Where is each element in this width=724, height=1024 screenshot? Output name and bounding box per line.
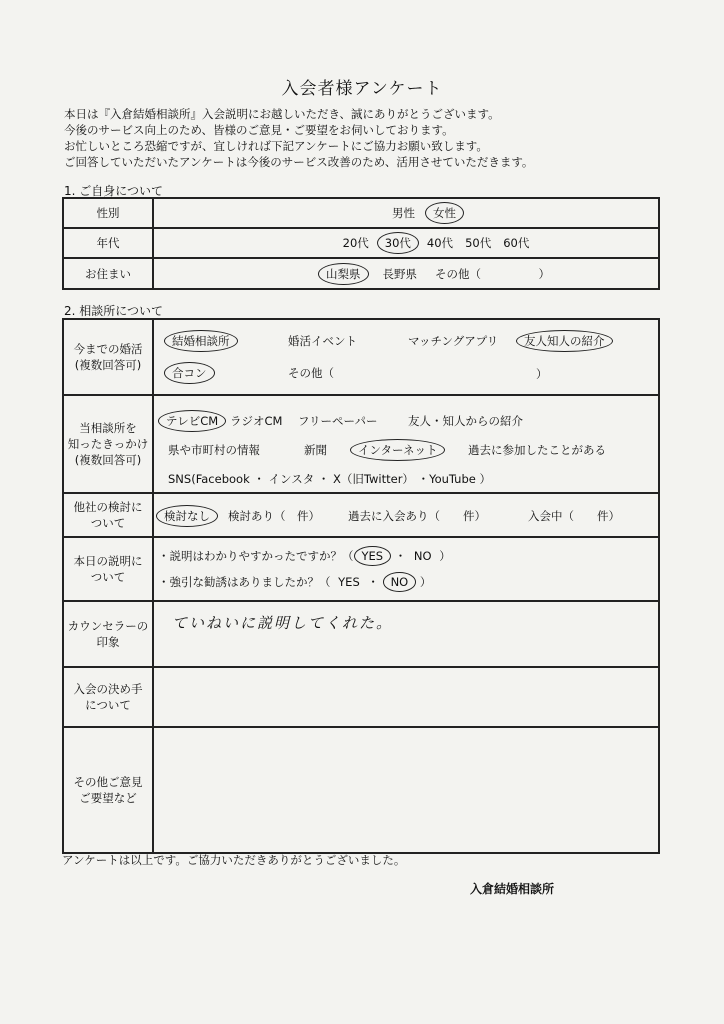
question-clarity bbox=[158, 546, 451, 566]
trigger-tvcm-option[interactable]: テレビCM bbox=[158, 410, 226, 432]
clarity-yes-option[interactable]: YES bbox=[354, 546, 392, 566]
residence-other-option[interactable]: その他（ ） bbox=[435, 266, 550, 281]
age-20s-option[interactable]: 20代 bbox=[342, 236, 369, 250]
today-label-line: ついて bbox=[90, 570, 126, 584]
trigger-sns-option[interactable]: SNS(Facebook ・ インスタ ・ X（旧Twitter） ・YouTube ） bbox=[168, 472, 491, 486]
today-label bbox=[63, 537, 153, 601]
profile-table bbox=[62, 197, 660, 290]
age-label: 年代 bbox=[63, 228, 153, 258]
remarks-label-line: その他ご意見 bbox=[73, 775, 143, 789]
past-activity-label bbox=[63, 319, 153, 395]
remarks-label-line: ご要望など bbox=[79, 791, 137, 805]
trigger-newspaper-option[interactable]: 新聞 bbox=[304, 443, 327, 457]
separator: ・ bbox=[367, 575, 379, 589]
residence-label: お住まい bbox=[63, 258, 153, 289]
remarks-label bbox=[63, 727, 153, 853]
past-other-option[interactable]: その他（ bbox=[288, 366, 334, 380]
intro-line: ご回答していただいたアンケートは今後のサービス改善のため、活用させていただきます。 bbox=[64, 155, 534, 169]
past-event-option[interactable]: 婚活イベント bbox=[288, 334, 357, 348]
pressure-yes-option[interactable]: YES bbox=[338, 575, 360, 589]
trigger-municipal-option[interactable]: 県や市町村の情報 bbox=[168, 443, 260, 457]
age-50s-option[interactable]: 50代 bbox=[465, 236, 492, 250]
paren-close: ） bbox=[439, 549, 451, 563]
trigger-freepaper-option[interactable]: フリーペーパー bbox=[298, 414, 378, 428]
today-label-line: 本日の説明に bbox=[73, 554, 143, 568]
other-agency-label-line: ついて bbox=[90, 516, 126, 530]
age-40s-option[interactable]: 40代 bbox=[426, 236, 454, 250]
past-agency-option[interactable]: 結婚相談所 bbox=[164, 330, 238, 352]
question-pressure-text: ・強引な勧誘はありましたか？（ bbox=[158, 575, 331, 589]
trigger-label-line: 当相談所を bbox=[79, 421, 137, 435]
other-past-member-option[interactable]: 過去に入会あり（ 件） bbox=[348, 509, 486, 523]
counselor-label-line: カウンセラーの bbox=[67, 619, 149, 633]
other-agency-label-line: 他社の検討に bbox=[73, 500, 143, 514]
decision-label-line: 入会の決め手 bbox=[73, 682, 143, 696]
intro-text bbox=[64, 106, 684, 170]
section2-heading: 2. 相談所について bbox=[64, 304, 164, 318]
closing-message: アンケートは以上です。ご協力いただきありがとうございました。 bbox=[62, 853, 406, 867]
remarks-answer-field[interactable] bbox=[153, 727, 659, 853]
trigger-friend-option[interactable]: 友人・知人からの紹介 bbox=[408, 414, 523, 428]
trigger-internet-option[interactable]: インターネット bbox=[350, 439, 445, 461]
counselor-label bbox=[63, 601, 153, 667]
decision-label bbox=[63, 667, 153, 727]
other-considered-option[interactable]: 検討あり（ 件） bbox=[228, 509, 320, 523]
clarity-no-option[interactable]: NO bbox=[413, 549, 432, 563]
age-60s-option[interactable]: 60代 bbox=[503, 236, 530, 250]
past-label-note: (複数回答可) bbox=[74, 358, 142, 372]
trigger-label bbox=[63, 395, 153, 493]
intro-line: 本日は『入倉結婚相談所』入会説明にお越しいただき、誠にありがとうございます。 bbox=[64, 107, 500, 121]
question-pressure bbox=[158, 572, 431, 592]
trigger-radio-option[interactable]: ラジオCM bbox=[230, 414, 283, 428]
gender-male-option[interactable]: 男性 bbox=[392, 206, 415, 220]
past-app-option[interactable]: マッチングアプリ bbox=[408, 334, 499, 348]
other-agency-label bbox=[63, 493, 153, 537]
past-other-close: ） bbox=[536, 367, 548, 381]
past-label-line: 今までの婚活 bbox=[73, 342, 143, 356]
trigger-past-option[interactable]: 過去に参加したことがある bbox=[468, 443, 606, 457]
separator: ・ bbox=[394, 549, 407, 563]
gender-female-option[interactable]: 女性 bbox=[425, 202, 464, 224]
decision-answer-field[interactable] bbox=[153, 667, 659, 727]
counselor-answer-field[interactable]: ていねいに説明してくれた。 bbox=[172, 614, 394, 632]
trigger-label-line: 知ったきっかけ bbox=[67, 437, 149, 451]
counselor-label-line: 印象 bbox=[96, 635, 120, 649]
age-30s-option[interactable]: 30代 bbox=[377, 232, 419, 254]
residence-nagano-option[interactable]: 長野県 bbox=[382, 266, 417, 281]
residence-yamanashi-option[interactable]: 山梨県 bbox=[318, 263, 369, 285]
intro-line: お忙しいところ恐縮ですが、宜しければ下記アンケートにご協力お願い致します。 bbox=[64, 139, 488, 153]
intro-line: 今後のサービス向上のため、皆様のご意見・ご要望をお伺いしております。 bbox=[64, 123, 454, 137]
section1-heading: 1. ご自身について bbox=[64, 184, 164, 198]
agency-table bbox=[62, 318, 660, 854]
question-clarity-text: ・説明はわかりやすかったですか？（ bbox=[158, 549, 354, 563]
page-title: 入会者様アンケート bbox=[281, 79, 443, 99]
pressure-no-option[interactable]: NO bbox=[383, 572, 417, 592]
past-friend-option[interactable]: 友人知人の紹介 bbox=[516, 330, 613, 352]
other-none-option[interactable]: 検討なし bbox=[156, 505, 218, 527]
other-current-option[interactable]: 入会中（ 件） bbox=[528, 509, 620, 523]
past-goukon-option[interactable]: 合コン bbox=[164, 362, 215, 384]
organization-name: 入倉結婚相談所 bbox=[470, 882, 555, 896]
paren-close: ） bbox=[419, 575, 432, 589]
gender-label: 性別 bbox=[63, 198, 153, 228]
trigger-label-note: (複数回答可) bbox=[74, 453, 142, 467]
decision-label-line: について bbox=[85, 698, 131, 712]
